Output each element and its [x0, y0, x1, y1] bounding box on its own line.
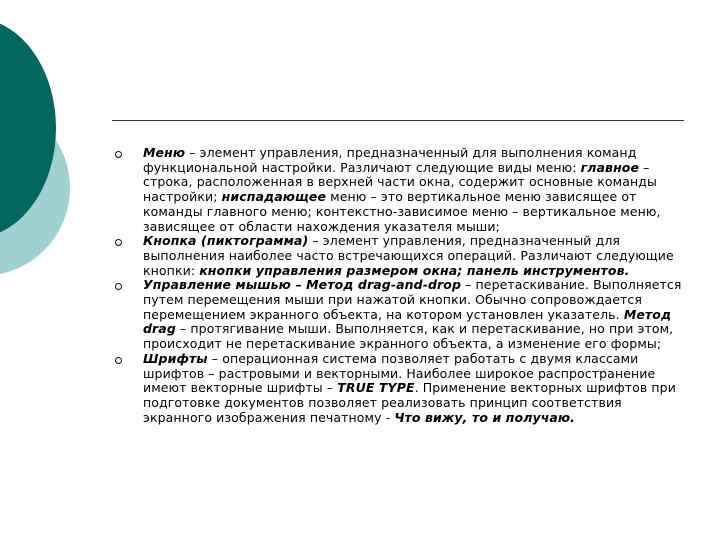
bold-term: Метод drag	[143, 306, 672, 337]
list-item-button	[112, 234, 684, 278]
text-run: – элемент управления, предназначенный для выполнения наиболее часто встречающихся операций. Различают следующие кнопки:	[143, 233, 674, 278]
bold-term: кнопки управления размером окна; панель инструментов.	[199, 262, 630, 278]
text-run: – строка, расположенная в верхней части окна, содержит основные команды настройки;	[143, 159, 657, 205]
text-run: меню – это вертикальное меню зависящее от команды главного меню; контекстно-зависимое меню – вертикальное меню, зависящее от области нахождения указателя мыши;	[143, 189, 661, 234]
list-item-menu	[112, 146, 684, 234]
hollow-circle-bullet-icon	[115, 357, 122, 364]
list-item-fonts	[112, 352, 684, 426]
bold-term: ниспадающее	[221, 189, 327, 205]
hollow-circle-bullet-icon	[115, 239, 122, 246]
bold-term: Кнопка (пиктограмма)	[143, 233, 309, 249]
bullet-list	[112, 146, 684, 425]
bold-term: Меню	[143, 145, 186, 160]
text-run: – перетаскивание. Выполняется путем перемещения мыши при нажатой кнопки. Обычно сопровождается перемещением экранного объекта, на котором установлен указатель.	[143, 277, 682, 322]
hollow-circle-bullet-icon	[115, 151, 122, 158]
text-run: – элемент управления, предназначенный для выполнения команд функциональной настройки. Различают следующие виды меню:	[143, 145, 637, 175]
bold-term: TRUE TYPE	[337, 380, 415, 396]
bold-term: Шрифты	[143, 350, 208, 366]
text-run: . Применение векторных шрифтов при подготовке документов позволяет реализовать принцип соответствия экранного изображения печатному -	[143, 380, 676, 425]
bold-term: Управление мышью – Метод drag-and-drop	[143, 277, 462, 293]
text-run: – операционная система позволяет работать с двумя классами шрифтов – растровыми и векторными. Наиболее широкое распространение имеют векторные шрифты –	[143, 350, 656, 396]
text-run: – протягивание мыши. Выполняется, как и перетаскивание, но при этом, происходит не перетаскивание экранного объекта, а изменение его формы;	[143, 321, 674, 352]
list-item-mouse	[112, 278, 684, 352]
horizontal-divider	[112, 120, 684, 121]
bold-term: Что вижу, то и получаю.	[394, 409, 576, 425]
bold-term: главное	[580, 159, 640, 175]
hollow-circle-bullet-icon	[115, 283, 122, 290]
decorative-circles	[0, 0, 130, 300]
